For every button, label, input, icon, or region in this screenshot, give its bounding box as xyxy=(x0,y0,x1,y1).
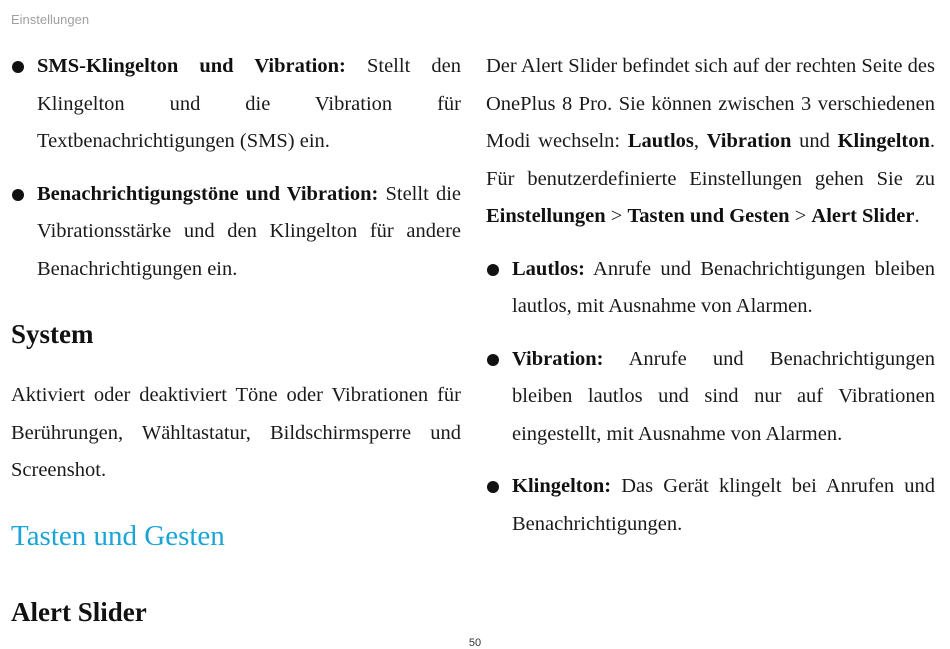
bullet-dot-icon xyxy=(487,264,499,276)
intro-path-alert-slider: Alert Slider xyxy=(811,205,915,227)
bullet-text: Stellt die Vibrationsstärke und den Klingelton für andere Benachrichtigungen ein. xyxy=(37,182,461,280)
intro-text: , xyxy=(693,130,707,152)
bullet-dot-icon xyxy=(12,61,24,73)
intro-text: > xyxy=(605,205,628,227)
bullet-dot-icon xyxy=(487,481,499,493)
intro-text: und xyxy=(791,130,838,152)
intro-text: . xyxy=(914,205,920,227)
intro-term-lautlos: Lautlos xyxy=(627,130,694,152)
intro-text: . Für benutzerdefinierte Einstellungen gehen Sie zu xyxy=(486,130,935,190)
bullet-dot-icon xyxy=(12,189,24,201)
bullet-text: Stellt den Klingelton und die Vibration für Textbenachrichtigungen (SMS) ein. xyxy=(37,55,461,152)
intro-term-klingelton: Klingelton xyxy=(837,130,930,152)
heading-system: System xyxy=(11,319,94,349)
intro-path-tasten-und-gesten: Tasten und Gesten xyxy=(627,205,790,227)
bullet-sms-ringtone xyxy=(11,48,461,161)
bullet-text: Anrufe und Benachrichtigungen bleiben lautlos, mit Ausnahme von Alarmen. xyxy=(512,257,935,317)
bullet-text: Das Gerät klingelt bei Anrufen und Benachrichtigungen. xyxy=(512,475,935,535)
intro-text: > xyxy=(789,205,812,227)
page-number: 50 xyxy=(468,637,482,649)
bullet-term: Benachrichtigungstöne und Vibration: xyxy=(37,182,379,205)
heading-tasten-und-gesten: Tasten und Gesten xyxy=(11,519,225,552)
bullet-term: SMS-Klingelton und Vibration: xyxy=(37,55,346,77)
right-column xyxy=(486,48,935,543)
intro-term-vibration: Vibration xyxy=(706,130,792,152)
system-description: Aktiviert oder deaktiviert Töne oder Vibrationen für Berührungen, Wähltastatur, Bildschirmsperre und Screenshot. xyxy=(11,384,461,481)
bullet-klingelton xyxy=(486,468,935,543)
running-header: Einstellungen xyxy=(11,12,90,27)
intro-path-einstellungen: Einstellungen xyxy=(486,205,606,227)
intro-text: Der Alert Slider befindet sich auf der rechten Seite des OnePlus 8 Pro. Sie können zwischen 3 verschiedenen Modi wechseln: xyxy=(486,55,935,152)
bullet-text: Anrufe und Benachrichtigungen bleiben lautlos und sind nur auf Vibrationen eingestellt, mit Ausnahme von Alarmen. xyxy=(512,347,935,445)
bullet-term: Lautlos: xyxy=(512,257,585,280)
bullet-term: Vibration: xyxy=(512,347,604,370)
bullet-notification-sounds xyxy=(11,176,461,289)
heading-alert-slider: Alert Slider xyxy=(11,596,147,627)
bullet-term: Klingelton: xyxy=(512,475,612,497)
bullet-vibration xyxy=(486,341,935,454)
bullet-lautlos xyxy=(486,251,935,326)
left-column xyxy=(11,48,461,630)
alert-slider-intro xyxy=(486,48,935,236)
bullet-dot-icon xyxy=(487,354,499,366)
